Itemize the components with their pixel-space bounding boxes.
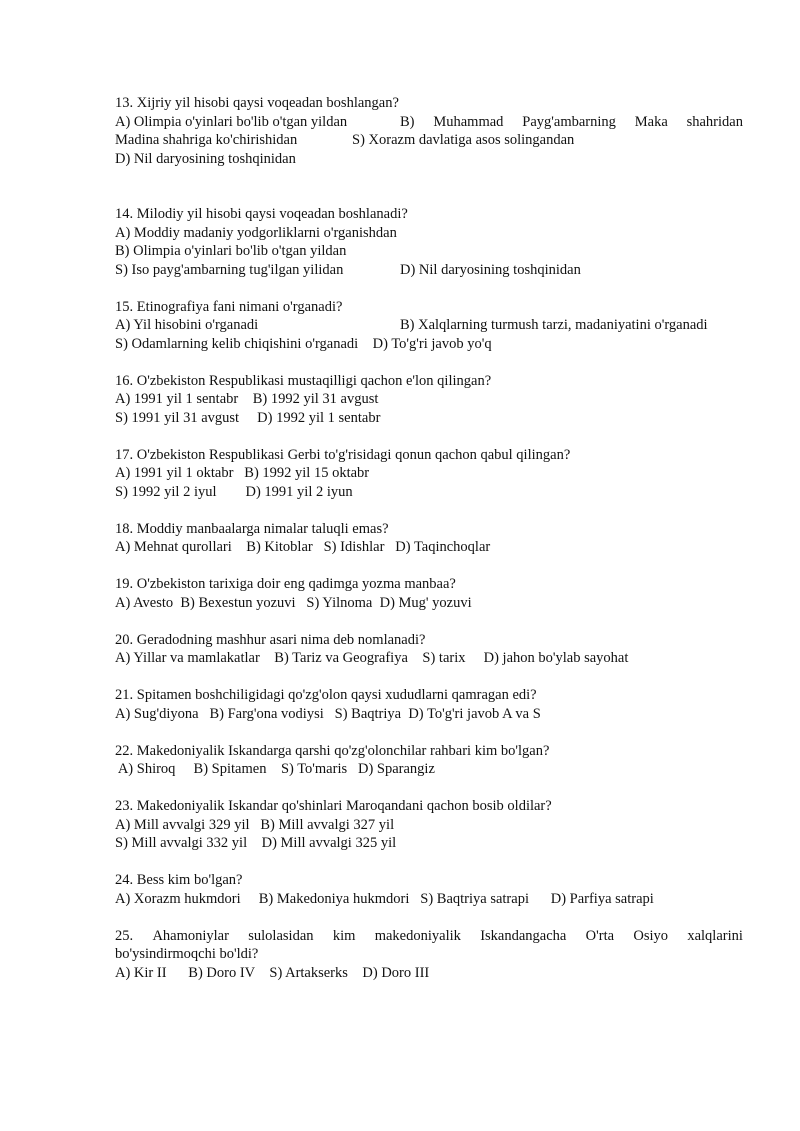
question-25-word: 25. bbox=[115, 927, 134, 944]
spacer bbox=[115, 427, 743, 446]
question-22: 22. Makedoniyalik Iskandarga qarshi qo'zg'olonchilar rahbari kim bo'lgan? bbox=[115, 742, 550, 759]
question-16-options-line1: A) 1991 yil 1 sentabr B) 1992 yil 31 avgust bbox=[115, 391, 379, 407]
spacer bbox=[115, 168, 743, 187]
question-13-option-b bbox=[400, 113, 743, 132]
question-23-options-line2: S) Mill avvalgi 332 yil D) Mill avvalgi 325 yil bbox=[115, 835, 397, 851]
question-14-option-d: D) Nil daryosining toshqinidan bbox=[400, 261, 581, 278]
question-25-word: O'rta bbox=[585, 927, 615, 944]
question-20: 20. Geradodning mashhur asari nima deb nomlanadi? bbox=[115, 631, 426, 648]
question-13-option-b-word: Muhammad bbox=[433, 113, 504, 130]
question-25 bbox=[115, 927, 743, 946]
spacer bbox=[115, 501, 743, 520]
question-20-options-line1: A) Yillar va mamlakatlar B) Tariz va Geografiya S) tarix D) jahon bo'ylab sayohat bbox=[115, 650, 629, 666]
question-14-option-b: B) Olimpia o'yinlari bo'lib o'tgan yildan bbox=[115, 243, 347, 259]
spacer bbox=[115, 908, 743, 927]
question-25-word: Osiyo bbox=[633, 927, 669, 944]
question-13-option-b-word: B) bbox=[400, 113, 415, 130]
question-17-options-line2: S) 1992 yil 2 iyul D) 1991 yil 2 iyun bbox=[115, 483, 353, 500]
question-21: 21. Spitamen boshchiligidagi qo'zg'olon qaysi xududlarni qamragan edi? bbox=[115, 687, 537, 703]
question-25-continued: bo'ysindirmoqchi bo'ldi? bbox=[115, 946, 259, 962]
question-16-options-line2: S) 1991 yil 31 avgust D) 1992 yil 1 sentabr bbox=[115, 409, 381, 426]
spacer bbox=[115, 612, 743, 631]
question-25-options-line1: A) Kir II B) Doro IV S) Artakserks D) Doro III bbox=[115, 964, 430, 981]
question-25-word: makedoniyalik bbox=[374, 927, 461, 944]
document-page bbox=[115, 94, 743, 982]
spacer bbox=[115, 723, 743, 742]
question-19-options-line1: A) Avesto B) Bexestun yozuvi S) Yilnoma D) Mug' yozuvi bbox=[115, 594, 472, 611]
question-15-option-d: D) To'g'ri javob yo'q bbox=[372, 335, 492, 352]
question-23: 23. Makedoniyalik Iskandar qo'shinlari Maroqandani qachon bosib oldilar? bbox=[115, 798, 552, 814]
spacer bbox=[115, 853, 743, 872]
question-25-word: Ahamoniylar bbox=[152, 927, 229, 944]
question-25-word: Iskandangacha bbox=[480, 927, 567, 944]
spacer bbox=[115, 779, 743, 798]
question-21-options-line1: A) Sug'diyona B) Farg'ona vodiysi S) Baqtriya D) To'g'ri javob A va S bbox=[115, 705, 541, 722]
question-13-option-b-continued: Madina shahriga ko'chirishidan bbox=[115, 132, 298, 148]
spacer bbox=[115, 668, 743, 687]
question-14: 14. Milodiy yil hisobi qaysi voqeadan boshlanadi? bbox=[115, 206, 408, 222]
question-25-word: xalqlarini bbox=[687, 927, 743, 944]
spacer bbox=[115, 279, 743, 298]
question-18: 18. Moddiy manbaalarga nimalar taluqli emas? bbox=[115, 520, 389, 537]
question-13-option-s: S) Xorazm davlatiga asos solingandan bbox=[352, 132, 575, 148]
question-24: 24. Bess kim bo'lgan? bbox=[115, 872, 243, 888]
question-13-option-d: D) Nil daryosining toshqinidan bbox=[115, 150, 296, 167]
question-13-options-row1 bbox=[115, 113, 743, 132]
question-13-option-a: A) Olimpia o'yinlari bo'lib o'tgan yildan bbox=[115, 113, 348, 130]
question-15-option-s: S) Odamlarning kelib chiqishini o'rganadi bbox=[115, 335, 359, 352]
question-25-word: kim bbox=[332, 927, 356, 944]
spacer bbox=[115, 557, 743, 576]
question-23-options-line1: A) Mill avvalgi 329 yil B) Mill avvalgi 327 yil bbox=[115, 816, 395, 833]
spacer bbox=[115, 187, 743, 206]
question-15-option-b: B) Xalqlarning turmush tarzi, madaniyatini o'rganadi bbox=[400, 317, 708, 333]
question-13: 13. Xijriy yil hisobi qaysi voqeadan boshlangan? bbox=[115, 95, 399, 111]
question-13-options-row2 bbox=[115, 131, 743, 150]
question-13-option-b-word: Maka bbox=[634, 113, 668, 130]
question-14-option-a: A) Moddiy madaniy yodgorliklarni o'rganishdan bbox=[115, 224, 397, 241]
question-16: 16. O'zbekiston Respublikasi mustaqilligi qachon e'lon qilingan? bbox=[115, 372, 492, 389]
spacer bbox=[115, 353, 743, 372]
question-17-options-line1: A) 1991 yil 1 oktabr B) 1992 yil 15 oktabr bbox=[115, 465, 370, 481]
question-24-options-line1: A) Xorazm hukmdori B) Makedoniya hukmdori S) Baqtriya satrapi D) Parfiya satrapi bbox=[115, 890, 654, 907]
question-18-options-line1: A) Mehnat qurollari B) Kitoblar S) Idishlar D) Taqinchoqlar bbox=[115, 539, 491, 555]
question-15-options-row1 bbox=[115, 316, 743, 335]
question-13-option-b-word: shahridan bbox=[686, 113, 743, 130]
question-15-options-row2 bbox=[115, 335, 743, 354]
question-13-option-b-word: Payg'ambarning bbox=[522, 113, 616, 130]
question-15: 15. Etinografiya fani nimani o'rganadi? bbox=[115, 298, 343, 315]
question-14-options-row bbox=[115, 261, 743, 280]
question-15-option-a: A) Yil hisobini o'rganadi bbox=[115, 317, 259, 333]
question-14-option-s: S) Iso payg'ambarning tug'ilgan yilidan bbox=[115, 261, 344, 278]
question-25-word: sulolasidan bbox=[248, 927, 314, 944]
question-22-options-line1: A) Shiroq B) Spitamen S) To'maris D) Sparangiz bbox=[115, 761, 435, 777]
question-17: 17. O'zbekiston Respublikasi Gerbi to'g'risidagi qonun qachon qabul qilingan? bbox=[115, 446, 571, 463]
question-19: 19. O'zbekiston tarixiga doir eng qadimga yozma manbaa? bbox=[115, 576, 456, 592]
